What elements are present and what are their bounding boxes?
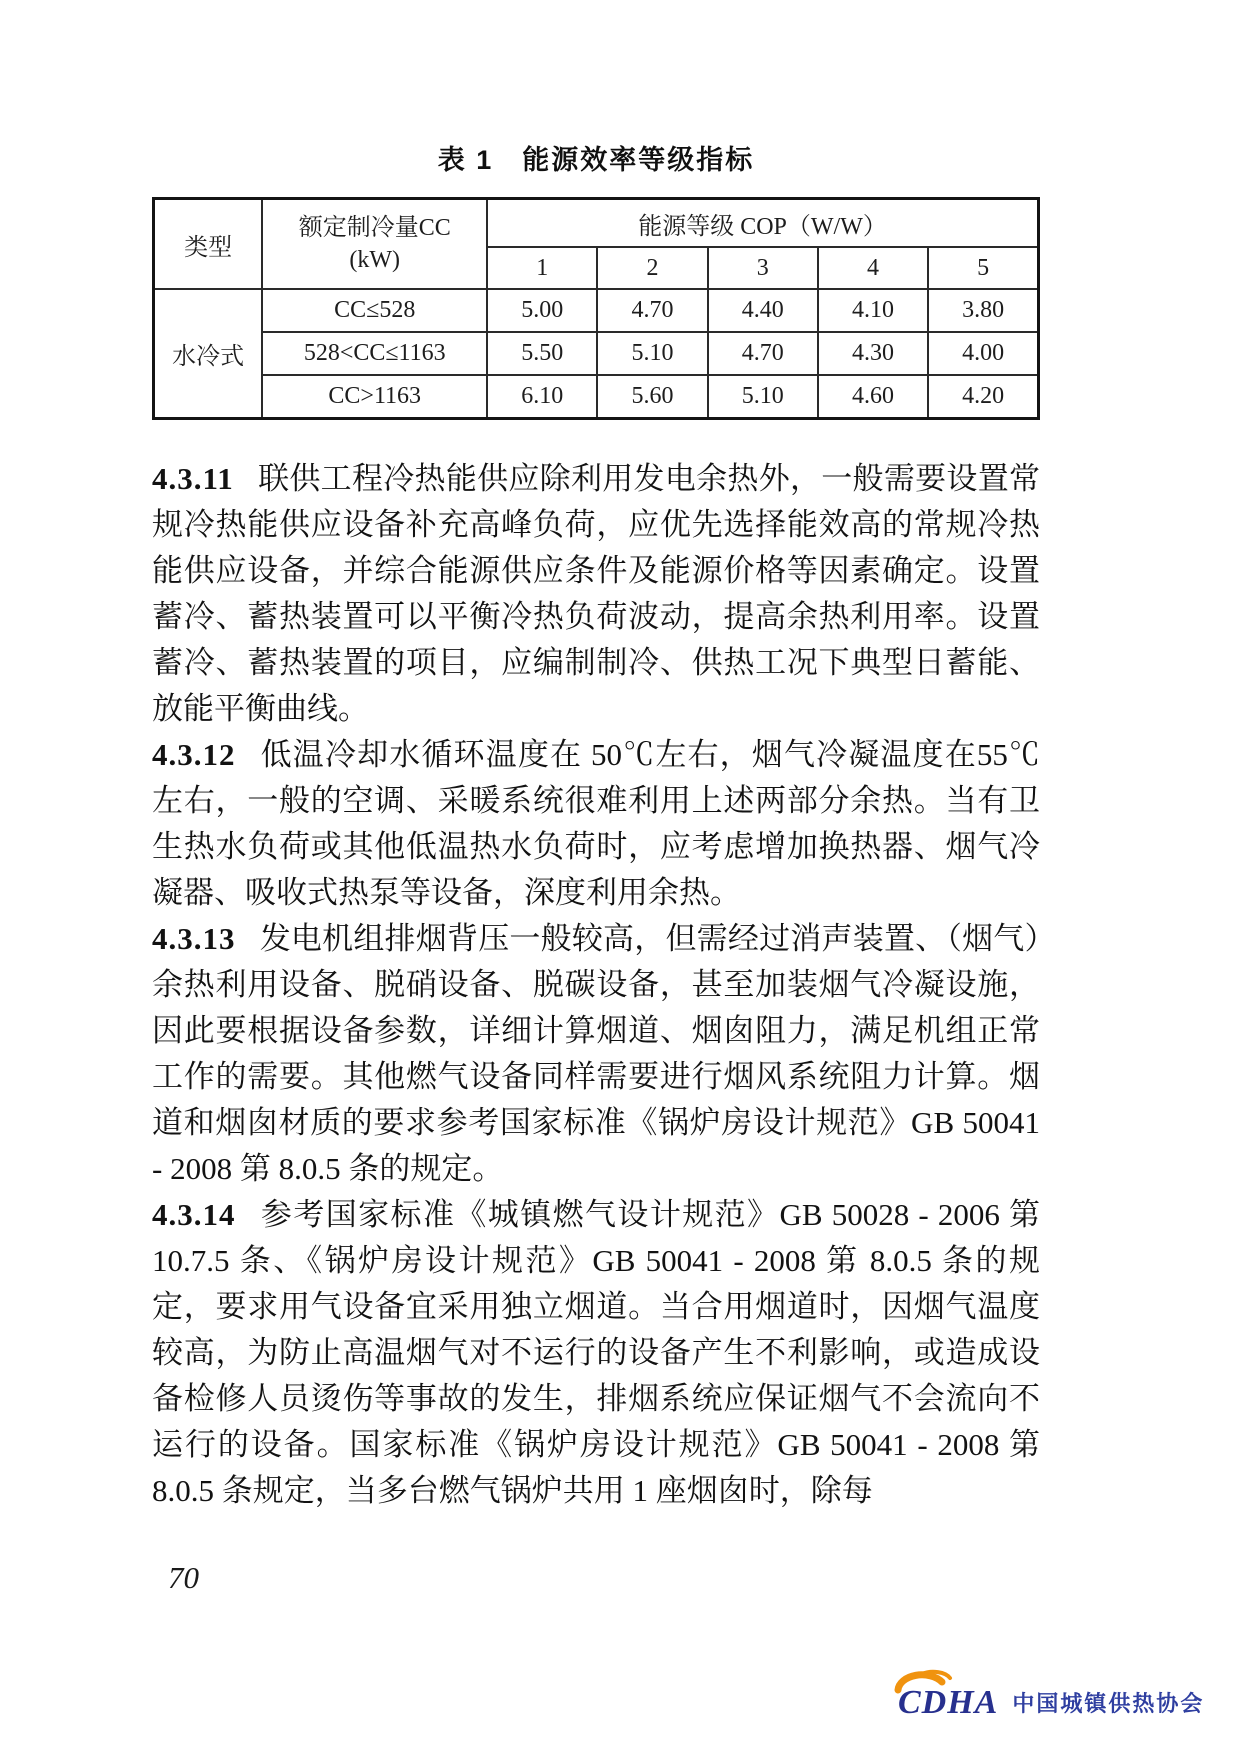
page-number: 70 bbox=[168, 1560, 199, 1595]
clause-text: 参考国家标准《城镇燃气设计规范》GB 50028 - 2006 第 10.7.5 条、《锅炉房设计规范》GB 50041 - 2008 第 8.0.5 条的规定，要求用气设备宜采用独立烟道。当合用烟道时，因烟气温度较高，为防止高温烟气对不运行的设备产生不利影响，或造成设备检修人员烫伤等事故的发生，排烟系统应保证烟气不会流向不运行的设备。国家标准《锅炉房设计规范》GB 50041 - 2008 第 8.0.5 条规定，当多台燃气锅炉共用 1 座烟囱时，除每 bbox=[152, 1197, 1040, 1508]
capacity-range: CC≤528 bbox=[262, 289, 487, 332]
paragraph-4-3-13 bbox=[152, 916, 1040, 1192]
clause-text: 低温冷却水循环温度在 50℃左右，烟气冷凝温度在55℃左右，一般的空调、采暖系统很难利用上述两部分余热。当有卫生热水负荷或其他低温热水负荷时，应考虑增加换热器、烟气冷凝器、吸收式热泵等设备，深度利用余热。 bbox=[152, 737, 1040, 910]
clause-number: 4.3.13 bbox=[152, 921, 236, 956]
capacity-range: 528<CC≤1163 bbox=[262, 332, 487, 375]
header-grade-3: 3 bbox=[708, 247, 818, 289]
cop-value: 5.50 bbox=[487, 332, 597, 375]
cop-value: 6.10 bbox=[487, 375, 597, 419]
paragraph-4-3-14 bbox=[152, 1192, 1040, 1514]
association-logo bbox=[898, 1664, 1205, 1721]
cop-value: 5.10 bbox=[708, 375, 818, 419]
cop-value: 4.60 bbox=[818, 375, 928, 419]
logo-mark bbox=[898, 1664, 999, 1721]
cop-value: 5.60 bbox=[597, 375, 707, 419]
logo-swoosh-icon bbox=[892, 1664, 956, 1694]
header-rated-capacity-line1: 额定制冷量CC bbox=[298, 214, 451, 241]
header-grade-4: 4 bbox=[818, 247, 928, 289]
cop-value: 4.30 bbox=[818, 332, 928, 375]
capacity-range: CC>1163 bbox=[262, 375, 487, 419]
group-label-water-cooled: 水冷式 bbox=[154, 289, 263, 419]
cop-value: 5.00 bbox=[487, 289, 597, 332]
cop-value: 4.20 bbox=[928, 375, 1038, 419]
logo-acronym: CDHA bbox=[898, 1684, 999, 1721]
logo-org-name: 中国城镇供热协会 bbox=[1012, 1691, 1205, 1716]
table-row bbox=[154, 289, 1039, 332]
page-content bbox=[152, 138, 1040, 1514]
paragraph-4-3-11 bbox=[152, 456, 1040, 732]
cop-value: 4.10 bbox=[818, 289, 928, 332]
clause-number: 4.3.11 bbox=[152, 461, 234, 496]
clause-number: 4.3.14 bbox=[152, 1197, 236, 1232]
cop-value: 5.10 bbox=[597, 332, 707, 375]
table-row bbox=[154, 375, 1039, 419]
cop-value: 4.70 bbox=[708, 332, 818, 375]
cop-value: 4.40 bbox=[708, 289, 818, 332]
table-caption: 表 1 能源效率等级指标 bbox=[437, 145, 755, 175]
header-cop: 能源等级 COP（W/W） bbox=[487, 199, 1038, 248]
energy-efficiency-table bbox=[152, 197, 1040, 420]
body-text bbox=[152, 456, 1040, 1514]
header-grade-5: 5 bbox=[928, 247, 1038, 289]
header-grade-2: 2 bbox=[597, 247, 707, 289]
paragraph-4-3-12 bbox=[152, 732, 1040, 916]
header-grade-1: 1 bbox=[487, 247, 597, 289]
header-rated-capacity-line2: (kW) bbox=[349, 247, 401, 273]
clause-number: 4.3.12 bbox=[152, 737, 236, 772]
cop-value: 3.80 bbox=[928, 289, 1038, 332]
table-row bbox=[154, 332, 1039, 375]
cop-value: 4.70 bbox=[597, 289, 707, 332]
header-rated-capacity bbox=[262, 199, 487, 290]
clause-text: 发电机组排烟背压一般较高，但需经过消声装置、（烟气）余热利用设备、脱硝设备、脱碳设备，甚至加装烟气冷凝设施，因此要根据设备参数，详细计算烟道、烟囱阻力，满足机组正常工作的需要。其他燃气设备同样需要进行烟风系统阻力计算。烟道和烟囱材质的要求参考国家标准《锅炉房设计规范》GB 50041 - 2008 第 8.0.5 条的规定。 bbox=[152, 921, 1040, 1186]
header-type: 类型 bbox=[154, 199, 263, 290]
clause-text: 联供工程冷热能供应除利用发电余热外，一般需要设置常规冷热能供应设备补充高峰负荷，应优先选择能效高的常规冷热能供应设备，并综合能源供应条件及能源价格等因素确定。设置蓄冷、蓄热装置可以平衡冷热负荷波动，提高余热利用率。设置蓄冷、蓄热装置的项目，应编制制冷、供热工况下典型日蓄能、放能平衡曲线。 bbox=[152, 461, 1040, 726]
cop-value: 4.00 bbox=[928, 332, 1038, 375]
